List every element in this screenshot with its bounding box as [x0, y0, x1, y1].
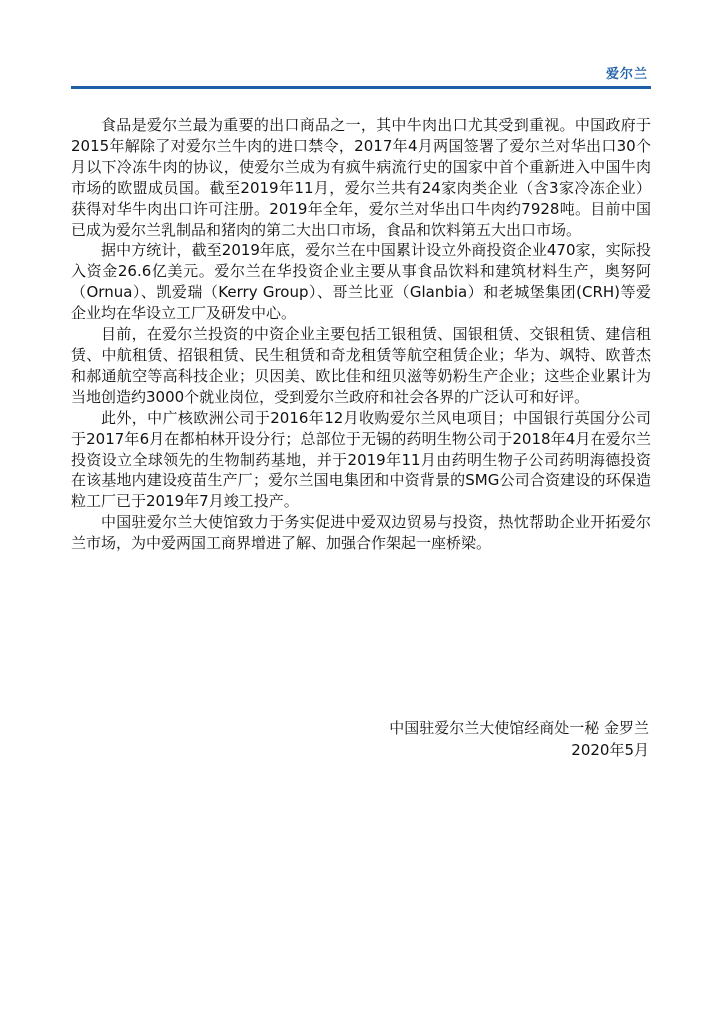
header-title: 爱尔兰: [605, 67, 648, 82]
paragraph-irish-investment: 据中方统计，截至2019年底，爱尔兰在中国累计设立外商投资企业470家，实际投入资金26.6亿美元。爱尔兰在华投资企业主要从事食品饮料和建筑材料生产，奥努阿（Ornua）、凯爱瑞（Kerry Group）、哥兰比亚（Glanbia）和老城堡集团(CRH)等爱企业均在华设立工厂及研发中心。: [71, 241, 651, 323]
paragraph-food-exports: 食品是爱尔兰最为重要的出口商品之一，其中牛肉出口尤其受到重视。中国政府于2015年解除了对爱尔兰牛肉的进口禁令，2017年4月两国签署了爱尔兰对华出口30个月以下冷冻牛肉的协议，使爱尔兰成为有疯牛病流行史的国家中首个重新进入中国牛肉市场的欧盟成员国。截至2019年11月，爱尔兰共有24家肉类企业（含3家冷冻企业）获得对华牛肉出口许可注册。2019年全年，爱尔兰对华出口牛肉约7928吨。目前中国已成为爱尔兰乳制品和猪肉的第二大出口市场，食品和饮料第五大出口市场。: [71, 116, 651, 239]
signature-author: 中国驻爱尔兰大使馆经商处一秘 金罗兰: [389, 719, 649, 737]
paragraph-chinese-enterprises: 目前，在爱尔兰投资的中资企业主要包括工银租赁、国银租赁、交银租赁、建信租赁、中航租赁、招银租赁、民生租赁和奇龙租赁等航空租赁企业；华为、飒特、欧普杰和郝通航空等高科技企业；贝因美、欧比佳和纽贝滋等奶粉生产企业；这些企业累计为当地创造约3000个就业岗位，受到爱尔兰政府和社会各界的广泛认可和好评。: [71, 325, 651, 406]
document-body: [71, 115, 651, 554]
signature-block: [389, 717, 649, 761]
header-divider: [71, 86, 651, 89]
paragraph-other-projects: 此外，中广核欧洲公司于2016年12月收购爱尔兰风电项目；中国银行英国分公司于2017年6月在都柏林开设分行；总部位于无锡的药明生物公司于2018年4月在爱尔兰投资设立全球领先的生物制药基地，并于2019年11月由药明生物子公司药明海德投资在该基地内建设疫苗生产厂；爱尔兰国电集团和中资背景的SMG公司合资建设的环保造粒工厂已于2019年7月竣工投产。: [71, 408, 651, 511]
signature-date: 2020年5月: [571, 741, 649, 759]
paragraph-embassy-commitment: 中国驻爱尔兰大使馆致力于务实促进中爱双边贸易与投资，热忱帮助企业开拓爱尔兰市场，为中爱两国工商界增进了解、加强合作架起一座桥梁。: [71, 513, 651, 553]
